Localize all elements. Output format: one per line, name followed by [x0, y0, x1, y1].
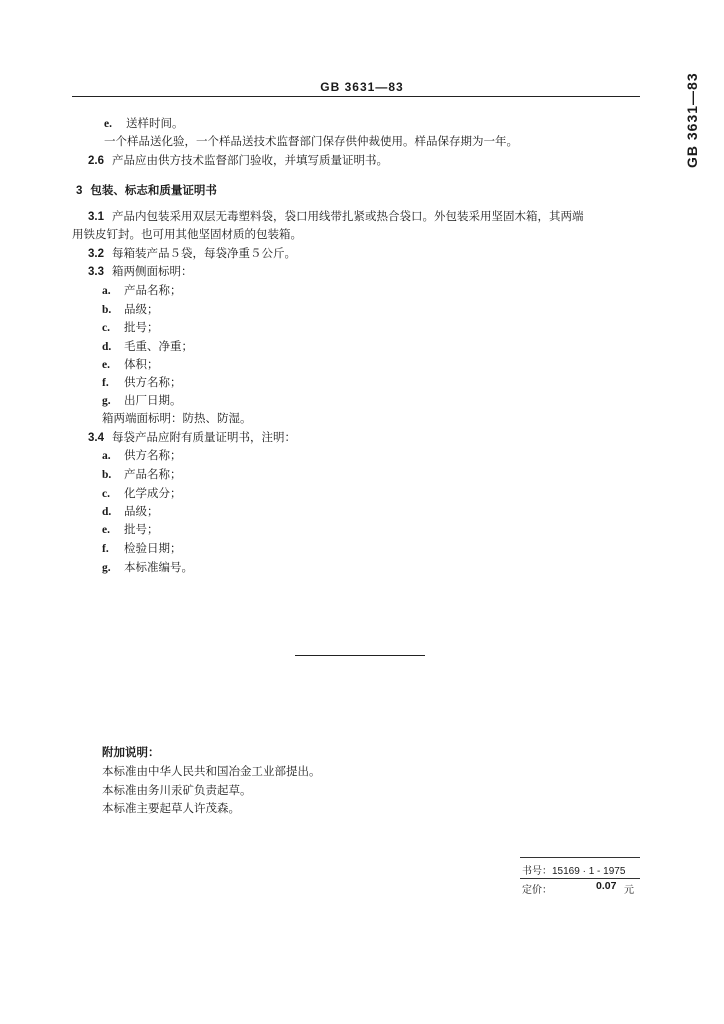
box-ends-note: 箱两端面标明：防热、防湿。 — [102, 411, 252, 425]
page-header: GB 3631—83 — [320, 80, 404, 94]
list-item: g. 本标准编号。 — [102, 560, 193, 574]
list-item: a. 产品名称； — [102, 283, 182, 297]
list-item: d. 品级； — [102, 504, 159, 518]
item-e-send-time: e. 送样时间。 — [104, 116, 184, 130]
clause-3-1-line1: 3.1 产品内包装采用双层无毒塑料袋，袋口用线带扎紧或热合袋口。外包装采用坚固木箱，其两端 — [88, 209, 584, 223]
clause-2-6: 2.6 产品应由供方技术监督部门验收，并填写质量证明书。 — [88, 153, 388, 167]
list-item: c. 化学成分； — [102, 486, 182, 500]
price-unit: 元 — [624, 885, 634, 896]
end-of-text-rule — [295, 655, 425, 656]
pub-rule-top — [520, 857, 640, 858]
clause-3-4: 3.4 每袋产品应附有质量证明书，注明： — [88, 430, 296, 444]
list-item: a. 供方名称； — [102, 448, 182, 462]
notes-line: 本标准由务川汞矿负责起草。 — [102, 783, 252, 797]
price-value: 0.07 — [596, 880, 617, 892]
section-3-heading: 3 包装、标志和质量证明书 — [76, 183, 217, 197]
side-standard-code: GB 3631—83 — [684, 72, 700, 168]
list-item: b. 产品名称； — [102, 467, 182, 481]
notes-line: 本标准由中华人民共和国冶金工业部提出。 — [102, 764, 321, 778]
list-item: d. 毛重、净重； — [102, 339, 193, 353]
list-item: f. 检验日期； — [102, 541, 182, 555]
clause-3-3: 3.3 箱两侧面标明： — [88, 264, 193, 278]
pub-rule-mid — [520, 878, 640, 879]
list-item: c. 批号； — [102, 320, 159, 334]
clause-3-2: 3.2 每箱装产品５袋，每袋净重５公斤。 — [88, 246, 296, 260]
notes-line: 本标准主要起草人许茂森。 — [102, 801, 240, 815]
list-item: e. 体积； — [102, 357, 159, 371]
list-item: e. 批号； — [102, 522, 159, 536]
book-number: 书号：15169 · 1 - 1975 — [522, 866, 626, 877]
header-rule — [72, 96, 640, 97]
price-label: 定价： — [522, 885, 552, 896]
list-item: g. 出厂日期。 — [102, 393, 182, 407]
list-item: f. 供方名称； — [102, 375, 182, 389]
sample-note: 一个样品送化验，一个样品送技术监督部门保存供仲裁使用。样品保存期为一年。 — [104, 134, 518, 148]
clause-3-1-line2: 用铁皮钉封。也可用其他坚固材质的包装箱。 — [72, 227, 302, 241]
list-item: b. 品级； — [102, 302, 159, 316]
notes-title: 附加说明： — [102, 745, 160, 759]
